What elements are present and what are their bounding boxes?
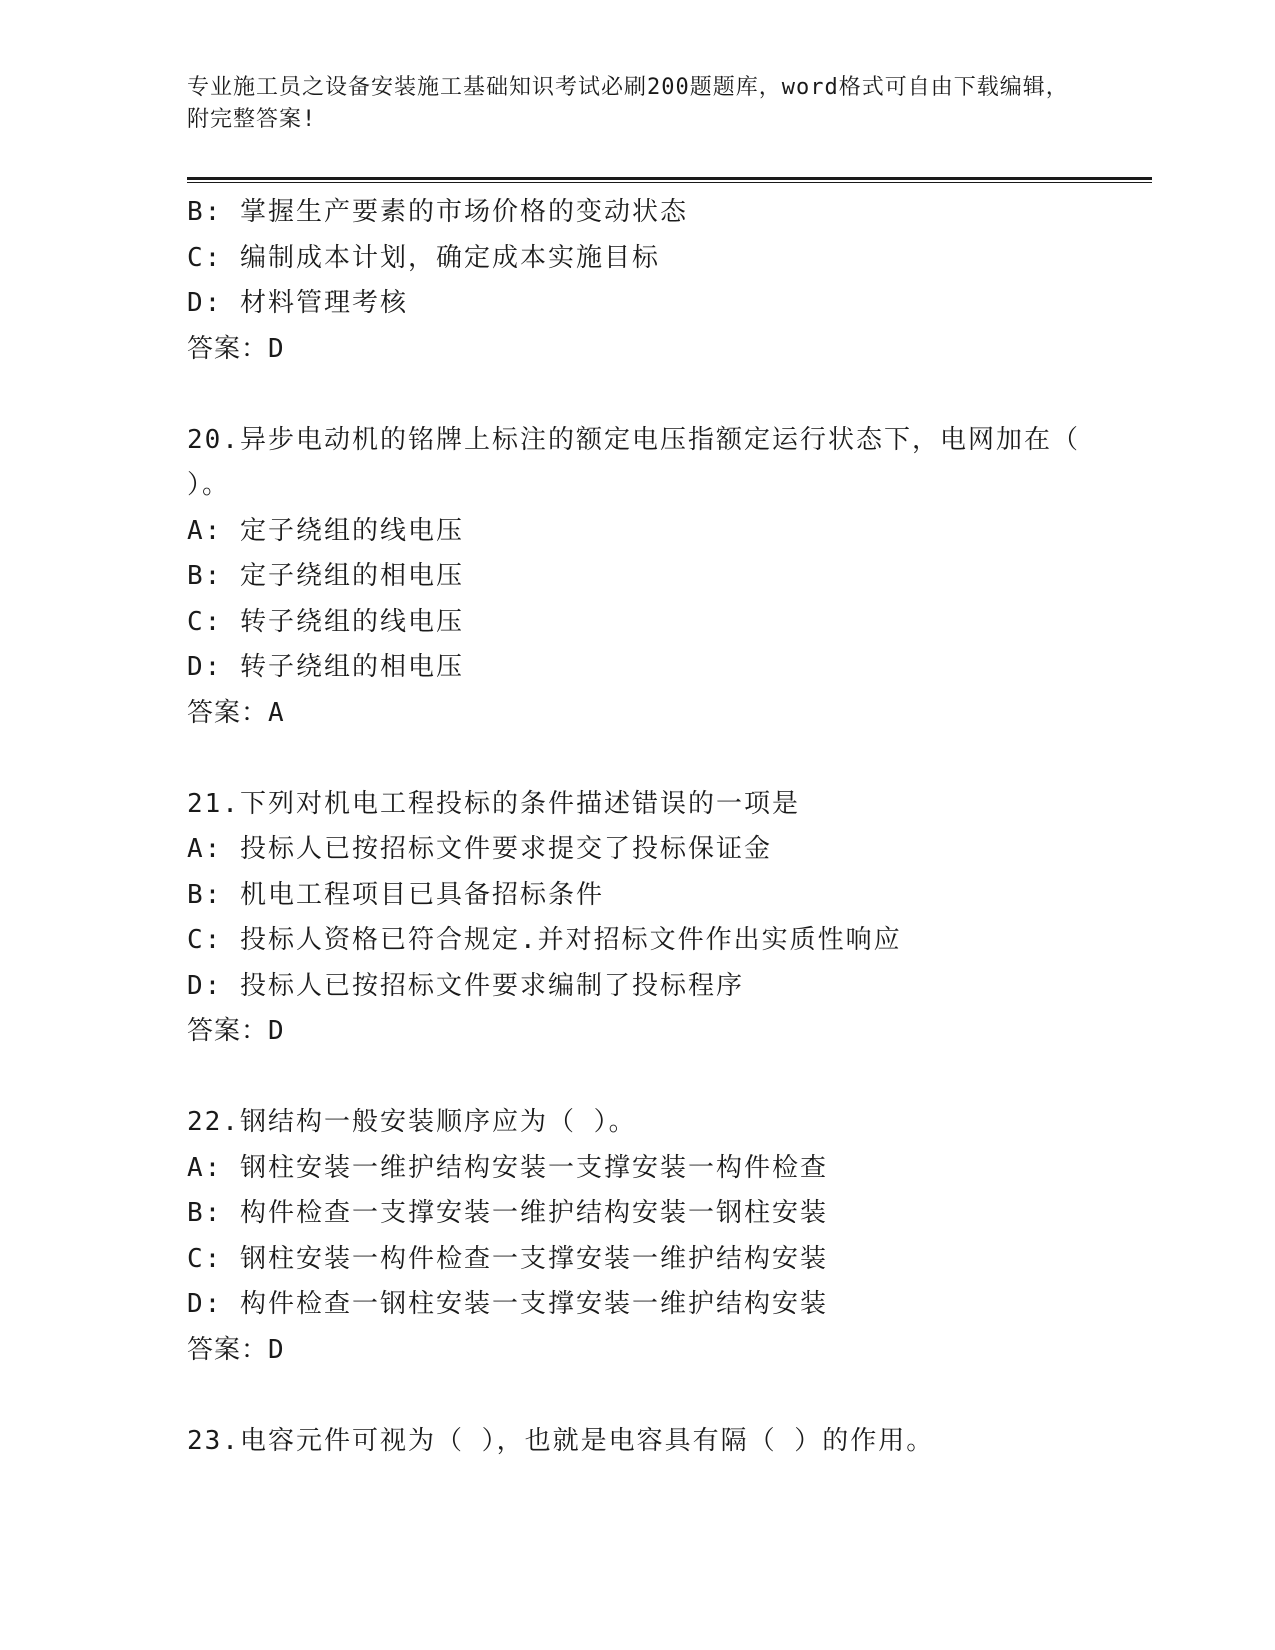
option-c: C: 转子绕组的线电压 xyxy=(187,606,464,637)
option-d: D: 转子绕组的相电压 xyxy=(187,652,464,682)
question-block-20 xyxy=(187,418,1087,737)
header-divider-thick xyxy=(187,177,1152,180)
question-block-22 xyxy=(187,1100,1087,1373)
question-block-23 xyxy=(187,1419,1087,1465)
answer: 答案：D xyxy=(187,1016,285,1046)
question-stem: 22.钢结构一般安装顺序应为（ ）。 xyxy=(187,1107,637,1137)
option-a: A: 定子绕组的线电压 xyxy=(187,515,464,546)
question-block-21 xyxy=(187,782,1087,1055)
question-list xyxy=(187,190,1087,1464)
option-c: C: 钢柱安装一构件检查一支撑安装一维护结构安装 xyxy=(187,1243,828,1274)
option-d: D: 构件检查一钢柱安装一支撑安装一维护结构安装 xyxy=(187,1289,828,1319)
option-b: B: 定子绕组的相电压 xyxy=(187,561,464,591)
question-block-19 xyxy=(187,190,1087,372)
answer: 答案：D xyxy=(187,1334,285,1365)
answer: 答案：A xyxy=(187,697,285,728)
option-c: C: 编制成本计划，确定成本实施目标 xyxy=(187,242,660,273)
question-stem: 23.电容元件可视为（ ），也就是电容具有隔（ ）的作用。 xyxy=(187,1425,935,1456)
option-d: D: 材料管理考核 xyxy=(187,288,408,318)
header-title: 专业施工员之设备安装施工基础知识考试必刷200题题库，word格式可自由下载编辑，附完整答案! xyxy=(187,75,1069,132)
option-b: B: 机电工程项目已具备招标条件 xyxy=(187,879,604,910)
document-header xyxy=(187,72,1087,136)
header-divider-thin xyxy=(187,182,1152,183)
question-stem: 21.下列对机电工程投标的条件描述错误的一项是 xyxy=(187,788,800,819)
option-b: B: 构件检查一支撑安装一维护结构安装一钢柱安装 xyxy=(187,1198,828,1228)
option-c: C: 投标人资格已符合规定.并对招标文件作出实质性响应 xyxy=(187,925,902,955)
answer: 答案：D xyxy=(187,333,285,364)
question-stem: 20.异步电动机的铭牌上标注的额定电压指额定运行状态下，电网加在（ ）。 xyxy=(187,424,1080,500)
option-a: A: 钢柱安装一维护结构安装一支撑安装一构件检查 xyxy=(187,1152,828,1183)
option-a: A: 投标人已按招标文件要求提交了投标保证金 xyxy=(187,834,772,864)
option-d: D: 投标人已按招标文件要求编制了投标程序 xyxy=(187,970,744,1001)
option-b: B: 掌握生产要素的市场价格的变动状态 xyxy=(187,197,688,227)
